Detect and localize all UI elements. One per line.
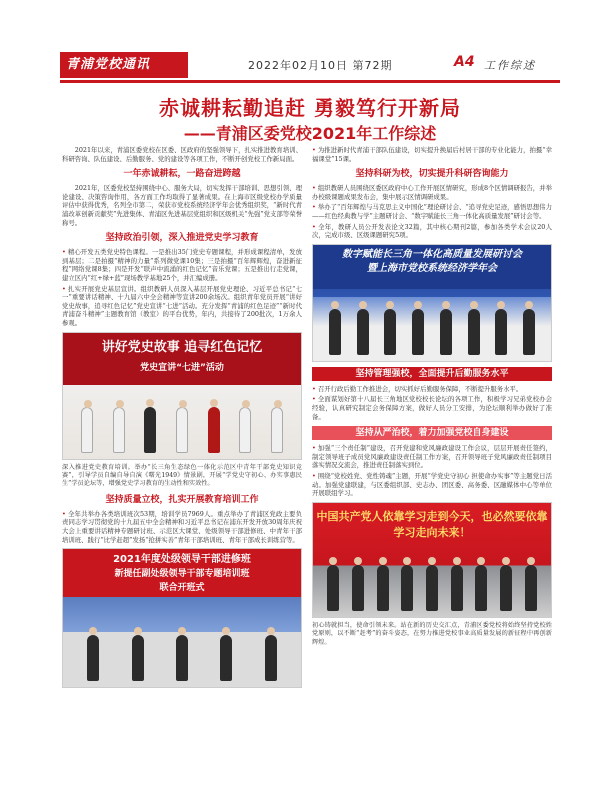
masthead-rule — [60, 80, 560, 83]
list-item: • 精心开发五类党史特色课程。一是推出35门党史专题课程，并形成课程清单，发放到基层；二是拍摄“精神的力量”系列微党课10集；三是拍摄“百年辉辉煌，奋进新征程”网络党课8集；四是开发“联声中流涌的红色记忆”音乐党课；五是推出行走党课，建立区内“红+绿+蓝”现场教学基地25个，并汇编成册。 — [62, 248, 302, 282]
training-class-photo — [62, 548, 302, 688]
photo-banner-title: 讲好党史故事 追寻红色记忆 — [101, 339, 263, 355]
party-history-photo — [62, 332, 302, 460]
section-name: 工作综述 — [484, 59, 536, 72]
person-figure — [220, 635, 232, 681]
person-figure — [144, 407, 156, 453]
list-item: • 举办了“百年辉煌与马克思主义中国化”理论研讨会、“追寻党史足迹，感悟思想伟力——红色经典教与学”主题研讨会、“数字赋能长三角一体化高质量发展”研讨会等。 — [312, 203, 552, 220]
photo-banner — [63, 333, 301, 385]
person-figure — [265, 635, 277, 681]
person-figure — [451, 565, 463, 611]
group-of-people — [71, 401, 293, 453]
photo-banner-line: 暨上海市党校系统经济学年会 — [367, 262, 497, 274]
intro-paragraph: 2021年以来，青浦区委党校在区委、区政府的坚强领导下，扎实推进教育培训、科研咨询、队伍建设、后勤服务、党的建设等各项工作，不断开创党校工作新局面。 — [62, 146, 302, 163]
list-item: • 召开行政后勤工作推进会，切实抓好后勤服务保障，不断提升服务水平。 — [312, 385, 552, 394]
person-figure — [87, 635, 99, 681]
list-item: • 为推进新时代青浦干部队伍建设，切实提升换届后村居干部的专业化能力，拍摄“幸福课堂”15课。 — [312, 146, 552, 163]
person-figure — [500, 565, 512, 611]
person-figure — [475, 565, 487, 611]
person-figure — [239, 407, 251, 453]
seminar-photo — [312, 244, 552, 362]
newspaper-brand: 青浦党校通讯 — [60, 52, 188, 78]
list-item: • 全年共举办各类培训班次53期，培训学员7969人。重点举办了青浦区党政主要负责同志学习贯彻党的十九届五中全会精神和习近平总书记在浦东开发开放30周年庆祝大会上重要讲话精神专题研讨班、示范区大课堂、处级领导干部进修班、中青年干部培训班、践行“比学赶超”发扬“抢拼实善”青年干部培训班、青年干部成长训练营等。 — [62, 510, 302, 544]
photo-banner-line: 联合开班式 — [159, 583, 205, 594]
photo-banner-line: 数字赋能长三角一体化高质量发展研讨会 — [342, 248, 522, 260]
person-figure — [523, 309, 535, 355]
page-number: A4 — [454, 54, 475, 70]
closing-caption: 初心铸就担当，使命引领未来。站在新的历史交汇点，青浦区委党校将始终坚持党校姓党原则，以不断“赶考”的奋斗姿态，在努力推进党校事业高质量发展的新征程中再创新辉煌。 — [312, 621, 552, 646]
person-figure — [440, 309, 452, 355]
group-of-people — [321, 559, 543, 611]
photo-banner: 中国共产党人依靠学习走到今天，也必然要依靠学习走向未来！ — [316, 509, 548, 539]
person-figure — [384, 309, 396, 355]
person-figure — [377, 565, 389, 611]
masthead — [60, 52, 560, 78]
person-figure — [176, 635, 188, 681]
person-figure — [81, 407, 93, 453]
issue-date: 2022年02月10日 第72期 — [248, 59, 393, 72]
list-item: • 全面谋划好第十八届长三角地区党校校长论坛的各项工作，积极学习兄弟党校办会经验，认真研究制定会务保障方案，做好人员分工安排，为论坛顺利举办做好了准备。 — [312, 395, 552, 421]
list-item: • 组织教研人员围绕区委区政府中心工作开展区情研究，形成8个区情调研报告，并举办校级课题成果发布会，集中展示区情调研成果。 — [312, 184, 552, 201]
person-figure — [468, 309, 480, 355]
section-title-political: 坚持政治引领，深入推进党史学习教育 — [105, 233, 259, 244]
person-figure — [495, 309, 507, 355]
party-slogan-photo — [312, 502, 552, 618]
person-figure — [357, 309, 369, 355]
section-title-discipline: 坚持从严治校，着力加强党校自身建设 — [312, 426, 552, 440]
person-figure — [327, 565, 339, 611]
person-figure — [426, 565, 438, 611]
list-item: • 加强“三个责任制”建设，召开党建和党风廉政建设工作会议，层层开展责任签约，制定领导班子成员党风廉政建设责任制工作方案，召开领导班子党风廉政责任制项目落实情况交流会，推进责任制落实到位。 — [312, 444, 552, 470]
section-title-research: 坚持科研为校，切实提升科研咨询能力 — [355, 169, 509, 180]
right-column — [312, 146, 552, 649]
group-of-people — [71, 629, 293, 681]
person-figure — [525, 565, 537, 611]
list-item: • 扎实开展党史基层宣讲。组织教研人员深入基层开展党史理论、习近平总书记“七一”重要讲话精神、十九届六中全会精神等宣讲200余场次。组织青年党员开展“讲好党史故事，追寻红色记忆”党史宣讲“七进”活动。充分发挥“青浦的红色足迹”“新时代青浦奋斗精神”主题教育馆（教室）的平台优势，年内，共接待了200批次，1万余人参观。 — [62, 285, 302, 328]
section-title-achievements: 一年赤诚耕耘，一路奋进跨越 — [123, 169, 241, 180]
list-item: • 全年，教研人员公开发表论文32篇，其中核心期刊2篇，参加各类学术会议20人次，完成市级、区级课题研究5项。 — [312, 223, 552, 240]
person-figure — [132, 635, 144, 681]
article-subhead: ——青浦区委党校2021年工作综述 — [183, 124, 437, 143]
photo-banner-subtitle: 党史宣讲“七进”活动 — [140, 362, 224, 373]
person-figure — [401, 565, 413, 611]
section-title-management: 坚持管理强校，全面提升后勤服务水平 — [312, 367, 552, 381]
group-of-people — [321, 303, 543, 355]
left-column — [62, 146, 302, 692]
person-figure — [352, 565, 364, 611]
photo-banner-line: 2021年度处级领导干部进修班 — [113, 554, 251, 566]
photo-banner — [313, 245, 551, 289]
person-figure — [113, 407, 125, 453]
person-figure — [329, 309, 341, 355]
photo-banner-line: 新提任副处级领导干部专题培训班 — [114, 569, 250, 580]
person-figure — [412, 309, 424, 355]
section-title-training: 坚持质量立校，扎实开展教育培训工作 — [105, 494, 259, 505]
photo-caption: 深入推进党史教育培训。举办“长三角生态绿色一体化示范区中青年干部党史知识竞赛”，引导学员自编自导自演《曙光1949》情景剧，开展“学党史守初心、办实事惠民生”学员论坛等，增强党史学习教育的生动性和实效性。 — [62, 463, 302, 488]
photo-banner — [63, 549, 301, 597]
person-figure — [176, 407, 188, 453]
article-headline: 赤诚耕耘勤追赶 勇毅笃行开新局 — [159, 96, 461, 120]
list-item: • 围绕“党校姓党、党性铸魂”主题，开展“学党史守初心 担使命办实事”等主题党日活动。加强党建联建，与区委组织部、史志办、团区委、高务委、区融媒体中心等单位开展联组学习。 — [312, 472, 552, 498]
achievements-paragraph: 2021年，区委党校坚持围绕中心、服务大局，切实发挥干部培训、思想引领、理论建设、决策咨询作用，各方面工作均取得了显著成果。在上海市区级党校办学质量评估中获得优秀，名列全市第二，荣获市党校系统经济学年会优秀组织奖，“新时代青浦改革创新贡献奖”先进集体、青浦区先进基层党组织和区级机关“先强”党支部等荣誉称号。 — [62, 184, 302, 227]
person-figure — [208, 407, 220, 453]
person-figure — [271, 407, 283, 453]
